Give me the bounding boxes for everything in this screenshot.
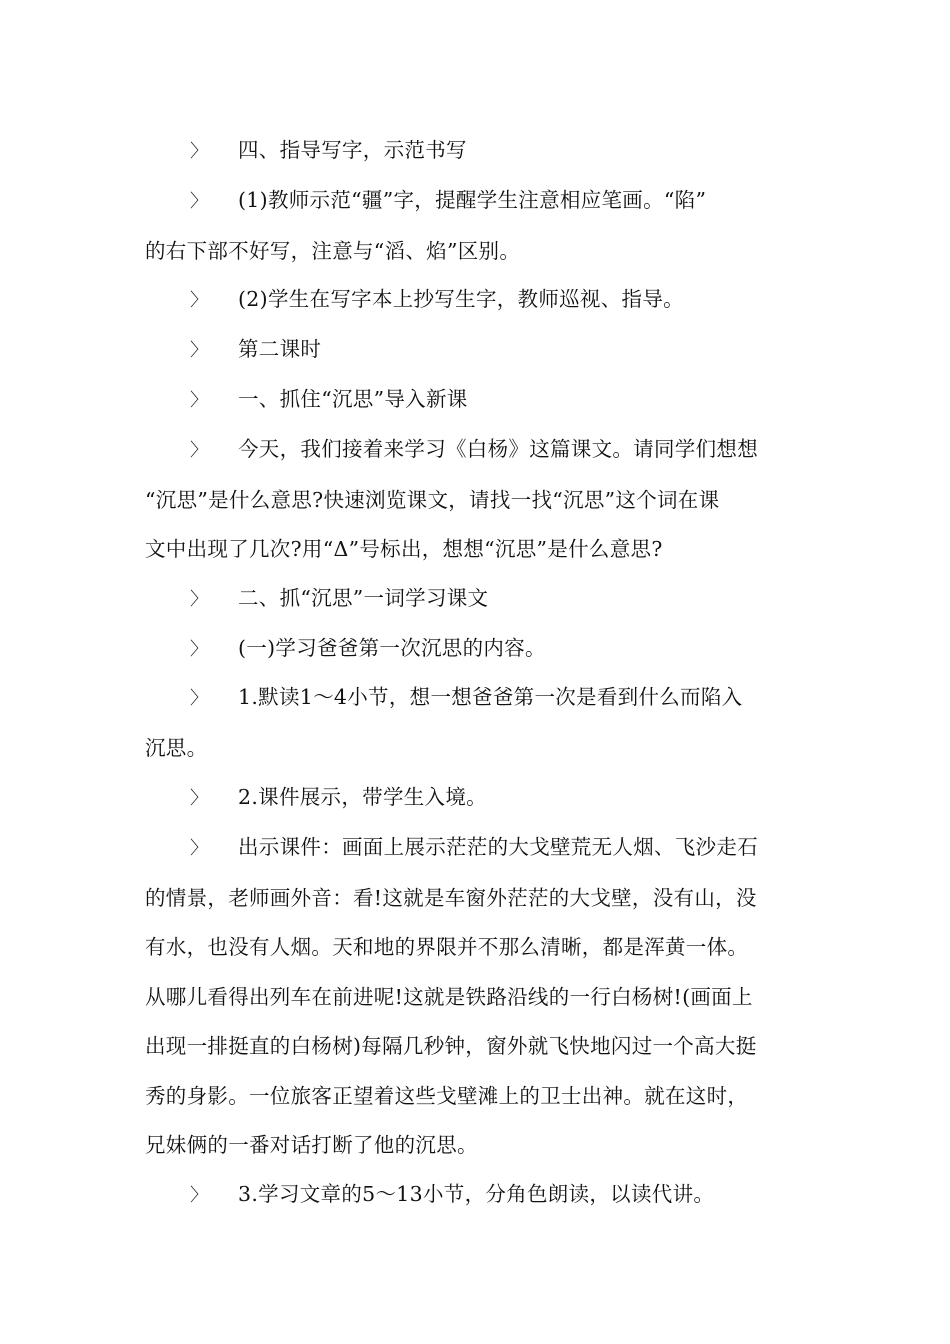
paragraph-teacher-demo: 〉 (1)教师示范“疆”字，提醒学生注意相应笔画。“陷” 的右下部不好写，注意与“滔、焰”区别。 (145, 176, 805, 276)
bullet-icon: 〉 (190, 788, 209, 809)
bullet-icon: 〉 (190, 141, 209, 162)
bullet-icon: 〉 (190, 688, 209, 709)
paragraph-today-learning: 〉 今天，我们接着来学习《白杨》这篇课文。请同学们想想 “沉思”是什么意思?快速浏览课文，请找一找“沉思”这个词在课 文中出现了几次?用“Δ”号标出，想想“沉思”是什么意思? (145, 425, 805, 575)
paragraph-student-copy: 〉 (2)学生在写字本上抄写生字，教师巡视、指导。 (145, 275, 805, 326)
bullet-icon: 〉 (190, 589, 209, 610)
bullet-icon: 〉 (190, 191, 209, 212)
bullet-icon: 〉 (190, 440, 209, 461)
paragraph-intro-new-lesson: 〉 一、抓住“沉思”导入新课 (145, 375, 805, 426)
bullet-icon: 〉 (190, 290, 209, 311)
paragraph-courseware-display: 〉 2.课件展示，带学生入境。 (145, 773, 805, 824)
paragraph-first-reflection: 〉 (一)学习爸爸第一次沉思的内容。 (145, 624, 805, 675)
paragraph-courseware-scene: 〉 出示课件：画面上展示茫茫的大戈壁荒无人烟、飞沙走石 的情景，老师画外音：看!这就是车窗外茫茫的大戈壁，没有山，没 有水，也没有人烟。天和地的界限并不那么清晰，都是浑黄一体。 从哪儿看得出列车在前进呢!这就是铁路沿线的一行白杨树!(画面上 出现一排挺直的白杨树)每隔几秒钟，窗外就飞快地闪过一个高大挺 秀的身影。一位旅客正望着这些戈壁滩上的卫士出神。就在这时， 兄妹俩的一番对话打断了他的沉思。 (145, 823, 805, 1171)
paragraph-role-reading: 〉 3.学习文章的5～13小节，分角色朗读，以读代讲。 (145, 1170, 805, 1221)
bullet-icon: 〉 (190, 838, 209, 859)
paragraph-writing-guide: 〉 四、指导写字，示范书写 (145, 126, 805, 177)
paragraph-study-text: 〉 二、抓“沉思”一词学习课文 (145, 574, 805, 625)
bullet-icon: 〉 (190, 1185, 209, 1206)
bullet-icon: 〉 (190, 390, 209, 411)
paragraph-second-lesson: 〉 第二课时 (145, 325, 805, 376)
bullet-icon: 〉 (190, 340, 209, 361)
paragraph-silent-reading: 〉 1.默读1～4小节，想一想爸爸第一次是看到什么而陷入 沉思。 (145, 673, 805, 773)
bullet-icon: 〉 (190, 639, 209, 660)
